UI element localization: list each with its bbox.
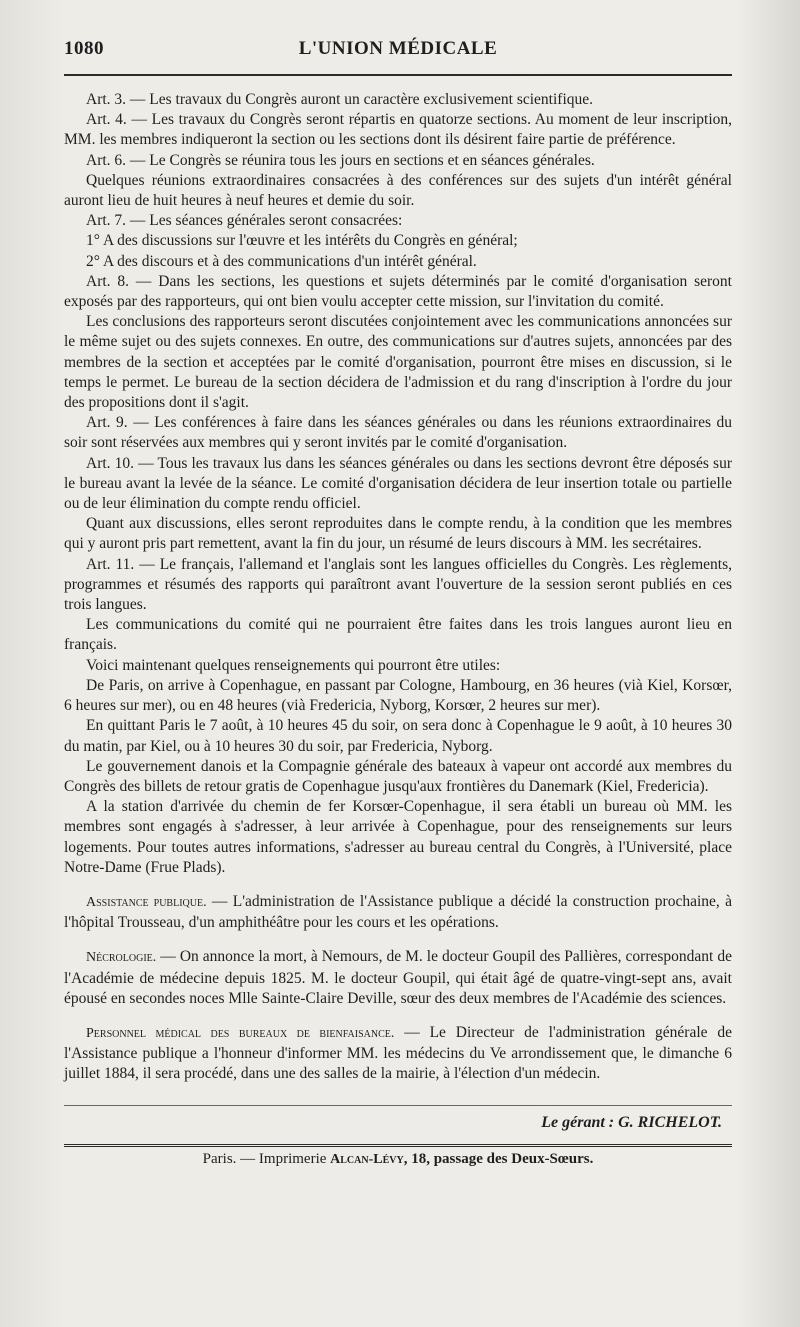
notice-assistance — [64, 892, 732, 933]
paragraph: Quant aux discussions, elles seront reproduites dans le compte rendu, à la condition que les membres qui y auront pris part remettent, avant la fin du jour, un résumé de leurs discours à MM. les secrétaires. — [64, 515, 732, 553]
paragraph: Art. 8. — Dans les sections, les questions et sujets déterminés par le comité d'organisation seront exposés par des rapporteurs, qui ont bien voulu accepter cette mission, sur l'invitation du comité. — [64, 272, 732, 311]
notice-necrologie — [64, 947, 732, 1009]
paragraph: Quelques réunions extraordinaires consacrées à des conférences sur des sujets d'un intérêt général auront lieu de huit heures à neuf heures et demie du soir. — [64, 171, 732, 210]
page-header — [64, 38, 732, 76]
paragraph: A la station d'arrivée du chemin de fer Korsœr-Copenhague, il sera établi un bureau où MM. les membres sont engagés à s'adresser, à leur arrivée à Copenhague, pour des renseignements sur leurs logements. Pour toutes autres informations, s'adresser au bureau central du Congrès, à l'Université, place Notre-Dame (Frue Plads). — [64, 798, 732, 876]
notice-heading: Assistance publique. — [86, 894, 207, 910]
page-number: 1080 — [64, 38, 104, 59]
paragraph: Art. 3. — Les travaux du Congrès auront un caractère exclusivement scientifique. — [86, 91, 594, 108]
signature: Le gérant : G. RICHELOT. — [64, 1105, 732, 1132]
paragraph: Le gouvernement danois et la Compagnie générale des bateaux à vapeur ont accordé aux membres du Congrès des billets de retour gratis de Copenhague jusqu'aux frontières du Danemark (Kiel, Fredericia). — [64, 757, 732, 795]
imprint-prefix: Paris. — Imprimerie — [202, 1150, 331, 1167]
paragraph: Les conclusions des rapporteurs seront discutées conjointement avec les communications annoncées sur le même sujet ou des sujets connexes. En outre, des communications sur d'autres sujets, annoncées par des membres de la section et acceptées par le comité d'organisation, pourront être mises en discussion, si le temps le permet. Le bureau de la section décidera de l'admission et du rang d'inscription à l'ordre du jour des propositions dont il s'agit. — [64, 313, 732, 412]
article-body — [64, 90, 732, 1085]
paragraph: Art. 11. — Le français, l'allemand et l'anglais sont les langues officielles du Congrès. Les règlements, programmes et résumés des rapports qui paraîtront avant l'ouverture de la session seront publiés en ces trois langues. — [64, 555, 732, 614]
paragraph: Voici maintenant quelques renseignements qui pourront être utiles: — [86, 656, 501, 674]
imprint-address: , 18, passage des Deux-Sœurs. — [403, 1150, 594, 1167]
paragraph: Art. 6. — Le Congrès se réunira tous les jours en sections et en séances générales. — [86, 151, 595, 169]
notice-heading: Personnel médical des bureaux de bienfaisance. — [86, 1025, 395, 1041]
paragraph: Art. 4. — Les travaux du Congrès seront répartis en quatorze sections. Au moment de leur inscription, MM. les membres indiqueront la section ou les sections dont ils désirent faire partie de préférence. — [64, 111, 732, 149]
paragraph: De Paris, on arrive à Copenhague, en passant par Cologne, Hambourg, en 36 heures (vià Kiel, Korsœr, 6 heures sur mer), ou en 48 heures (vià Fredericia, Nyborg, Korsœr, 2 heures sur mer). — [64, 676, 732, 715]
notice-text: — L'administration de l'Assistance publique a décidé la construction prochaine, à l'hôpital Trousseau, d'un amphithéâtre pour les cours et les opérations. — [64, 892, 732, 932]
notice-text: — Le Directeur de l'administration générale de l'Assistance publique a l'honneur d'informer MM. les médecins du Ve arrondissement que, le dimanche 6 juillet 1884, il sera procédé, dans une des salles de la mairie, à l'élection d'un médecin. — [64, 1023, 732, 1083]
paragraph: Art. 7. — Les séances générales seront consacrées: — [86, 212, 403, 230]
journal-title: L'UNION MÉDICALE — [298, 38, 498, 59]
notice-text: — On annonce la mort, à Nemours, de M. le docteur Goupil des Pallières, correspondant de l'Académie de médecine depuis 1825. M. le docteur Goupil, qui était âgé de quatre-vingt-sept ans, avait épousé en secondes noces Mlle Sainte-Claire Deville, sœur des deux membres de l'Académie des sciences. — [64, 948, 732, 1007]
paragraph: Art. 10. — Tous les travaux lus dans les séances générales ou dans les sections devront être déposés sur le bureau avant la levée de la séance. Le comité d'organisation décidera de leur insertion totale ou partielle ou de leur élimination du compte rendu officiel. — [64, 454, 732, 513]
paragraph: 2° A des discours et à des communications d'un intérêt général. — [86, 252, 477, 270]
paragraph: Art. 9. — Les conférences à faire dans les séances générales ou dans les réunions extraordinaires du soir sont réservées aux membres qui y seront invités par le comité d'organisation. — [64, 414, 732, 452]
paragraph: 1° A des discussions sur l'œuvre et les intérêts du Congrès en général; — [86, 232, 518, 250]
footer-rule — [64, 1144, 732, 1147]
paragraph: Les communications du comité qui ne pourraient être faites dans les trois langues auront lieu en français. — [64, 616, 732, 654]
notice-heading: Nécrologie. — [86, 950, 157, 966]
imprint — [64, 1151, 732, 1168]
imprint-printer: Alcan-Lévy — [330, 1151, 404, 1167]
notice-personnel — [64, 1023, 732, 1085]
paragraph: En quittant Paris le 7 août, à 10 heures 45 du soir, on sera donc à Copenhague le 9 août, à 10 heures 30 du matin, par Kiel, ou à 10 heures 30 du soir, par Fredericia, Nyborg. — [64, 717, 732, 755]
